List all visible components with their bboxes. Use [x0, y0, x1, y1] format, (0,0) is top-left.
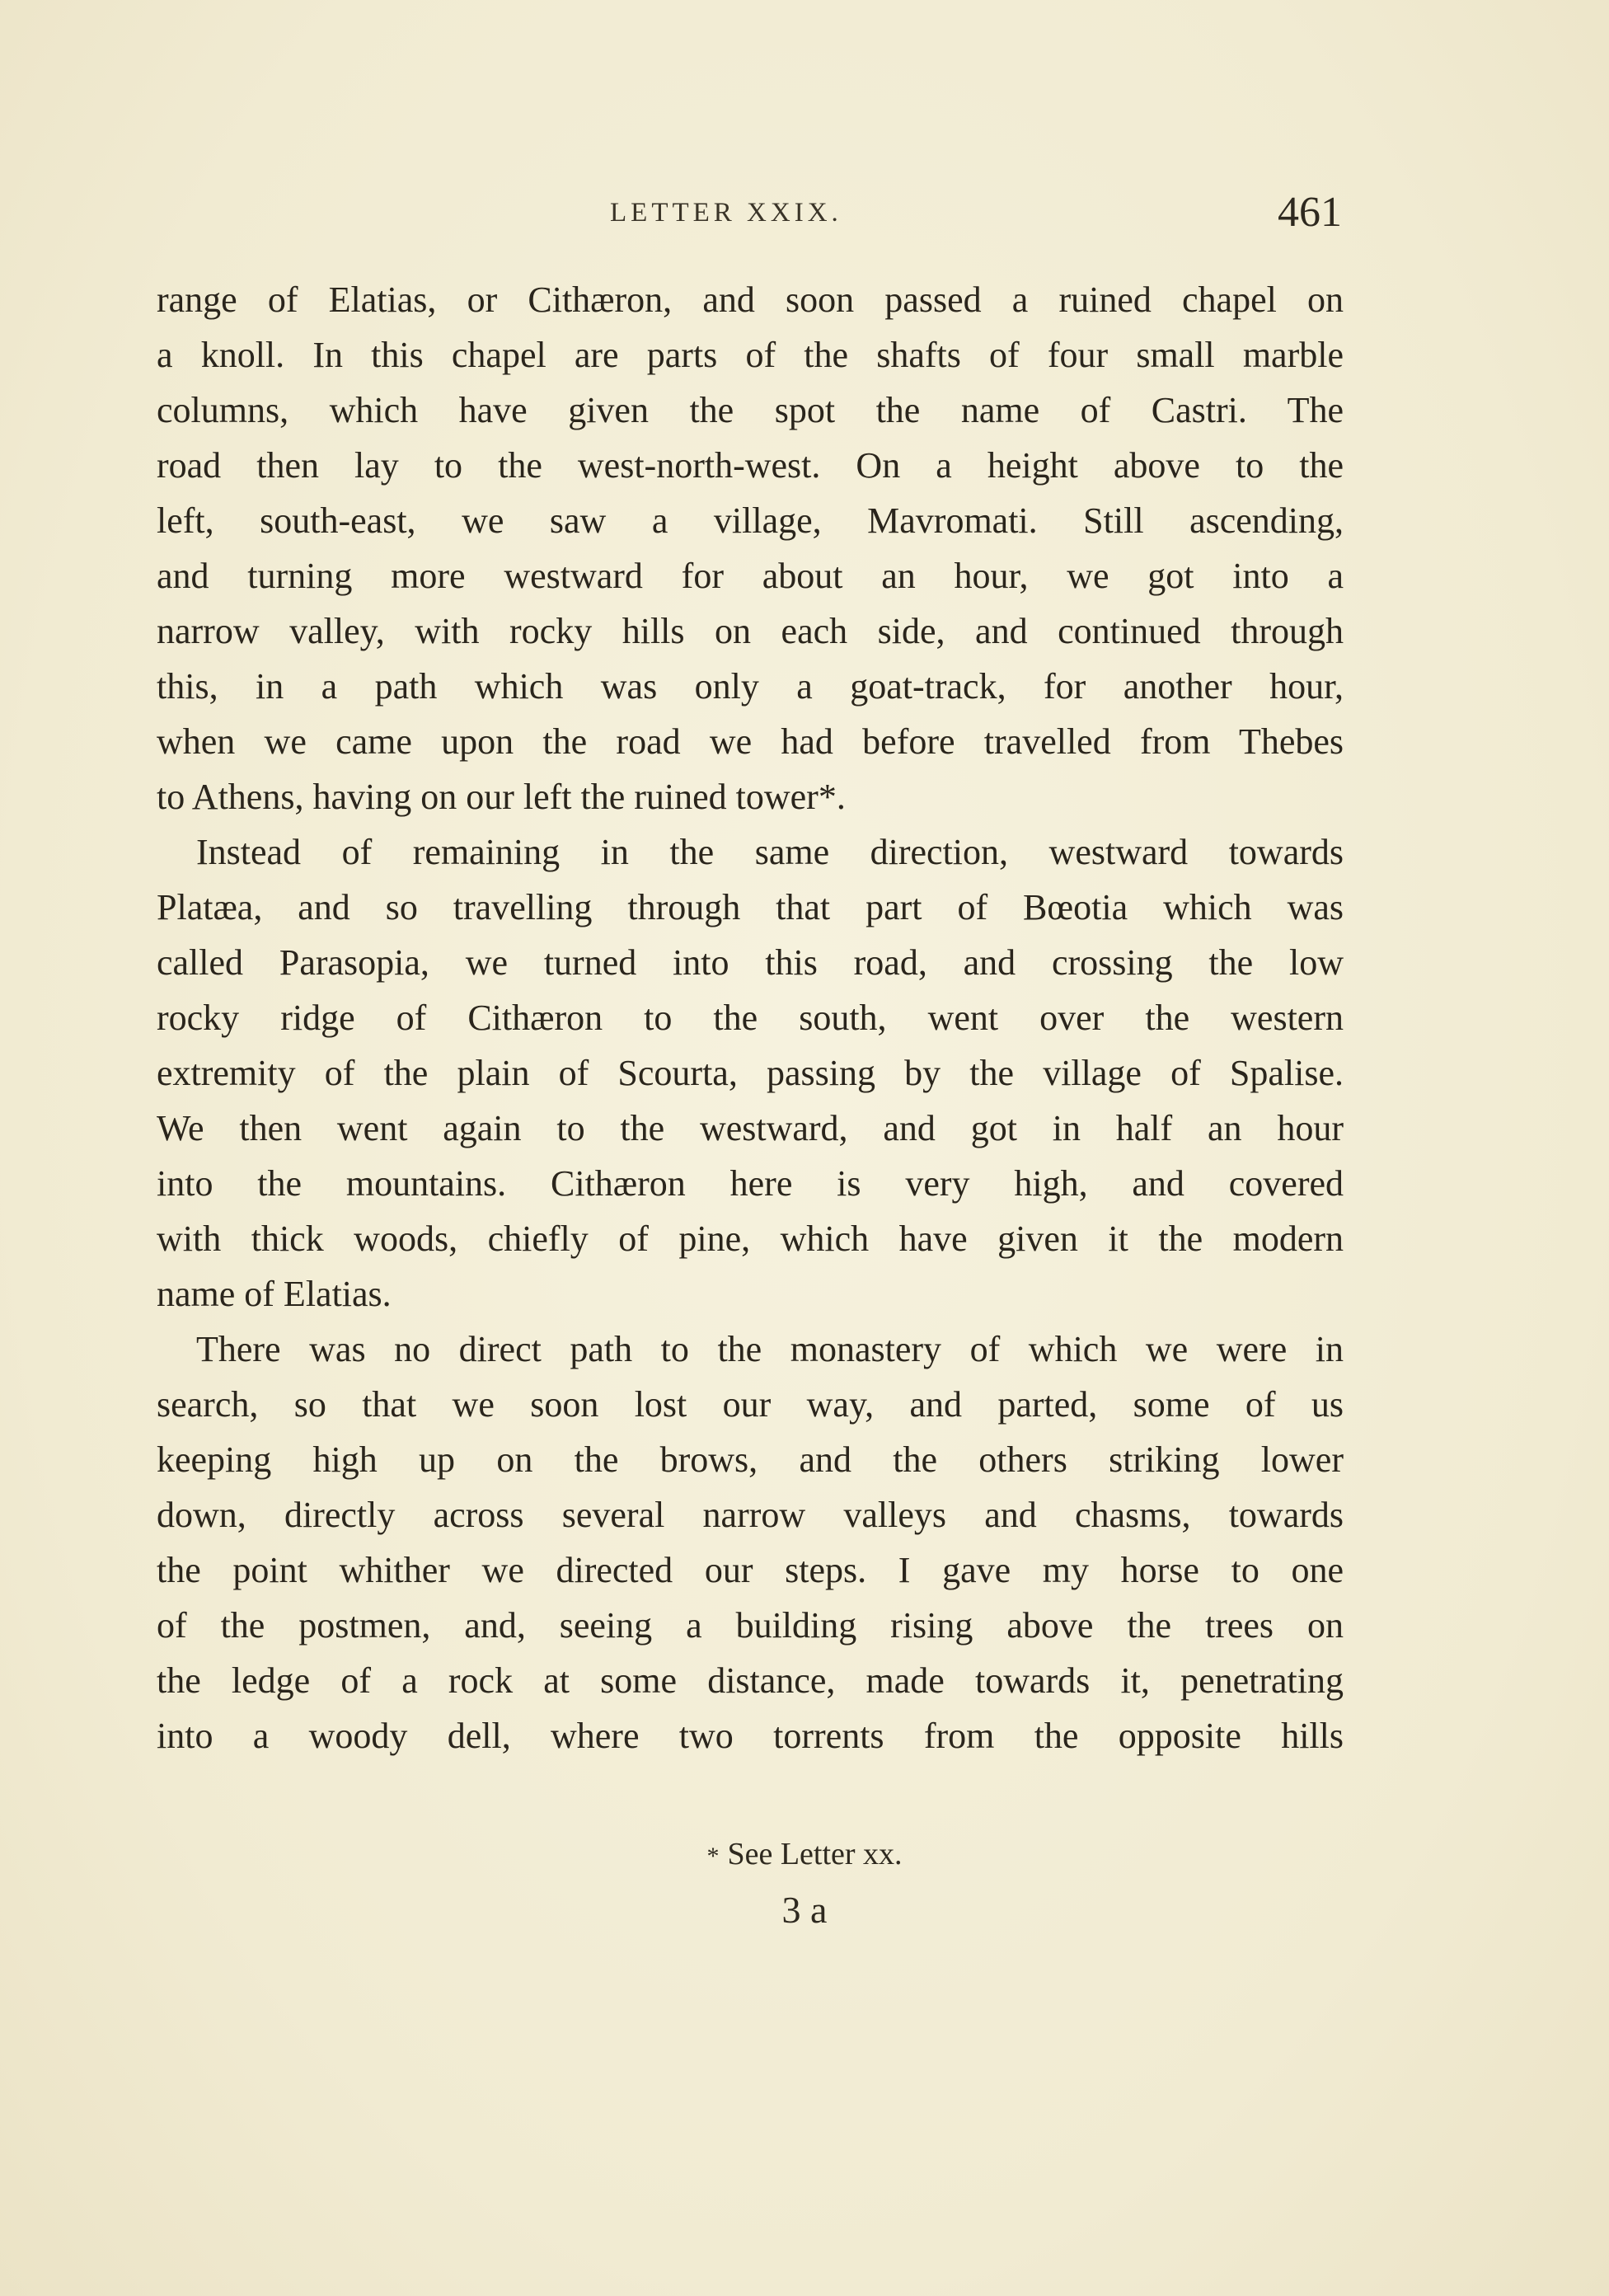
text-line: into the mountains. Cithæron here is very high, and covered: [157, 1163, 1344, 1204]
body-text: [157, 272, 1344, 1763]
text-line: down, directly across several narrow valleys and chasms, towards: [157, 1495, 1344, 1535]
text-line: range of Elatias, or Cithæron, and soon passed a ruined chapel on: [157, 279, 1344, 320]
text-line: narrow valley, with rocky hills on each side, and continued through: [157, 611, 1344, 651]
signature-mark: 3 a: [781, 1889, 828, 1931]
text-line: with thick woods, chiefly of pine, which have given it the modern: [157, 1218, 1344, 1259]
text-line: Platæa, and so travelling through that part of Bœotia which was: [157, 887, 1344, 927]
text-line: of the postmen, and, seeing a building rising above the trees on: [157, 1605, 1344, 1646]
text-line: Instead of remaining in the same direction, westward towards: [196, 832, 1344, 872]
footnote-text: See Letter xx.: [727, 1837, 903, 1871]
text-line: search, so that we soon lost our way, and parted, some of us: [157, 1384, 1344, 1425]
text-line: into a woody dell, where two torrents from the opposite hills: [157, 1716, 1344, 1756]
running-title: LETTER XXIX.: [610, 198, 842, 228]
text-line: road then lay to the west-north-west. On a height above to the: [157, 445, 1344, 486]
text-line: extremity of the plain of Scourta, passing by the village of Spalise.: [157, 1053, 1344, 1093]
footnote: [0, 1836, 1609, 1872]
text-line: left, south-east, we saw a village, Mavromati. Still ascending,: [157, 500, 1344, 541]
text-line: a knoll. In this chapel are parts of the shafts of four small marble: [157, 335, 1344, 375]
text-line: and turning more westward for about an hour, we got into a: [157, 556, 1344, 596]
page-number: 461: [1278, 189, 1342, 236]
text-line: There was no direct path to the monastery of which we were in: [196, 1329, 1344, 1369]
text-line: keeping high up on the brows, and the others striking lower: [157, 1439, 1344, 1480]
text-line: called Parasopia, we turned into this road, and crossing the low: [157, 942, 1344, 983]
text-line: the point whither we directed our steps. I gave my horse to one: [157, 1550, 1344, 1590]
running-head: [0, 188, 1609, 246]
footnote-mark: *: [706, 1843, 720, 1870]
text-line: name of Elatias.: [157, 1274, 392, 1314]
text-line: this, in a path which was only a goat-track, for another hour,: [157, 666, 1344, 707]
text-line: the ledge of a rock at some distance, made towards it, penetrating: [157, 1660, 1344, 1701]
text-line: We then went again to the westward, and got in half an hour: [157, 1108, 1344, 1148]
text-line: columns, which have given the spot the name of Castri. The: [157, 390, 1344, 430]
text-line: to Athens, having on our left the ruined tower*.: [157, 777, 846, 817]
text-line: rocky ridge of Cithæron to the south, went over the western: [157, 998, 1344, 1038]
text-line: when we came upon the road we had before travelled from Thebes: [157, 721, 1344, 762]
